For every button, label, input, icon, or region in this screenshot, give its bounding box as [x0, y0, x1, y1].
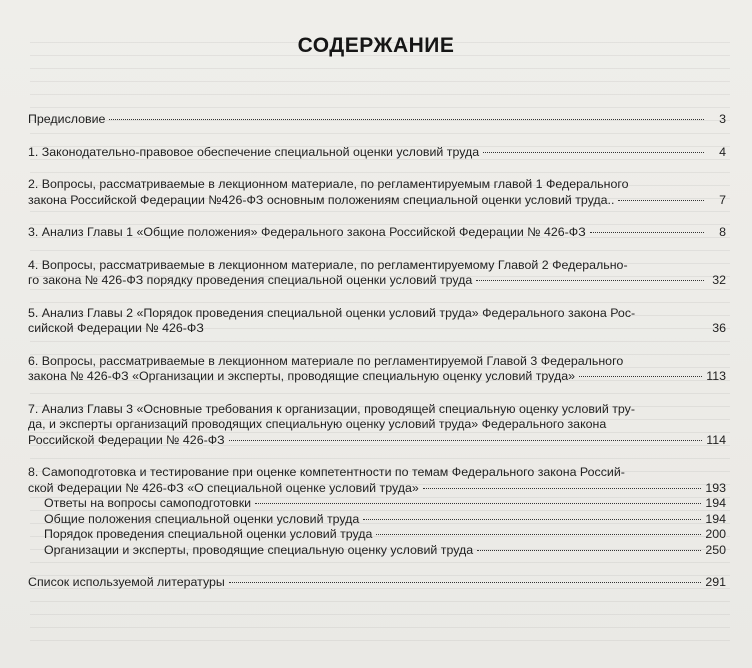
toc-page-number: 7	[719, 192, 726, 207]
toc-entry-4[interactable]	[28, 258, 726, 289]
leader-dots	[579, 376, 702, 377]
toc-subentry-title: Общие положения специальной оценки условий труда	[44, 511, 360, 526]
toc-entry-bibliography[interactable]	[28, 575, 726, 591]
toc-entry-7[interactable]	[28, 402, 726, 449]
toc-entry-title-line: 4. Вопросы, рассматриваемые в лекционном материале, по регламентируемому Главой 2 Федерально-	[28, 257, 628, 272]
leader-dots	[255, 503, 701, 504]
toc-page-number: 114	[706, 432, 726, 447]
leader-dots	[363, 519, 701, 520]
toc-entry-title: 1. Законодательно-правовое обеспечение специальной оценки условий труда	[28, 144, 480, 159]
page-title: СОДЕРЖАНИЕ	[297, 34, 455, 57]
toc-entry-title-line: 7. Анализ Главы 3 «Основные требования к организации, проводящей специальную оценку условий тру-	[28, 401, 635, 416]
toc-page-number: 250	[705, 542, 726, 557]
toc-page-number: 36	[712, 321, 726, 335]
leader-dots	[590, 232, 704, 233]
toc-entry-title-line: го закона № 426-ФЗ порядку проведения специальной оценки условий труда	[28, 273, 473, 287]
toc-page-number: 193	[705, 480, 726, 495]
toc-page-number: 113	[706, 369, 726, 383]
toc-entry-1[interactable]	[28, 145, 726, 161]
toc-page-number: 3	[719, 112, 726, 126]
toc-entry-title: Предисловие	[28, 112, 106, 126]
toc-subentry-title: Ответы на вопросы самоподготовки	[44, 496, 252, 510]
leader-dots	[229, 582, 701, 583]
leader-dots	[483, 152, 704, 153]
leader-dots	[476, 280, 704, 281]
toc-subentry-general[interactable]	[28, 512, 726, 528]
toc-entry-preface[interactable]	[28, 112, 726, 128]
leader-dots	[109, 119, 704, 120]
toc-page-number: 4	[719, 144, 726, 159]
toc-entry-title-line: Российской Федерации № 426-ФЗ	[28, 432, 225, 447]
leader-dots	[618, 200, 704, 201]
toc-subentry-title: Организации и эксперты, проводящие специальную оценку условий труда	[44, 542, 474, 557]
toc-entry-title-line: 6. Вопросы, рассматриваемые в лекционном материале по регламентируемой Главой 3 Федерального	[28, 353, 624, 368]
toc-entry-title-line: закона № 426-ФЗ «Организации и эксперты, проводящие специальную оценку условий труда»	[28, 369, 575, 383]
toc-subentry-title: Порядок проведения специальной оценки условий труда	[44, 527, 373, 541]
toc-entry-3[interactable]	[28, 225, 726, 241]
table-of-contents	[28, 112, 726, 608]
toc-entry-title: Список используемой литературы	[28, 575, 225, 589]
toc-entry-title: 3. Анализ Главы 1 «Общие положения» Федерального закона Российской Федерации № 426-ФЗ	[28, 225, 586, 239]
toc-page-number: 291	[705, 575, 726, 589]
toc-entry-6[interactable]	[28, 354, 726, 385]
toc-page-number: 8	[719, 225, 726, 239]
toc-page-number: 194	[705, 496, 726, 510]
leader-dots	[229, 440, 703, 441]
toc-entry-title-line: 2. Вопросы, рассматриваемые в лекционном материале, по регламентируемым главой 1 Федерального	[28, 177, 629, 191]
leader-dots	[477, 550, 701, 551]
toc-subentry-procedure[interactable]	[28, 527, 726, 543]
leader-dots	[376, 534, 701, 535]
leader-dots	[423, 488, 702, 489]
toc-subentry-organizations[interactable]	[28, 543, 726, 559]
toc-entry-title-line: 5. Анализ Главы 2 «Порядок проведения специальной оценки условий труда» Федерального закона Рос-	[28, 305, 636, 320]
toc-page-number: 194	[705, 511, 726, 526]
toc-entry-title-line: сийской Федерации № 426-ФЗ	[28, 321, 204, 335]
toc-subentries	[28, 496, 726, 558]
toc-page-number: 200	[705, 527, 726, 541]
toc-page-number: 32	[712, 273, 726, 287]
toc-subentry-answers[interactable]	[28, 496, 726, 512]
toc-entry-5[interactable]	[28, 306, 726, 337]
toc-entry-title-line: закона Российской Федерации №426-ФЗ основным положениям специальной оценки условий труда..	[28, 192, 615, 207]
toc-entry-8[interactable]	[28, 465, 726, 558]
toc-entry-title-line: ской Федерации № 426-ФЗ «О специальной оценке условий труда»	[28, 480, 419, 495]
toc-entry-title-line: 8. Самоподготовка и тестирование при оценке компетентности по темам Федерального закона Россий-	[28, 465, 625, 479]
toc-entry-2[interactable]	[28, 177, 726, 208]
leader-space	[208, 328, 704, 329]
toc-entry-title-line: да, и эксперты организаций проводящих специальную оценку условий труда» Федерального закона	[28, 417, 607, 431]
